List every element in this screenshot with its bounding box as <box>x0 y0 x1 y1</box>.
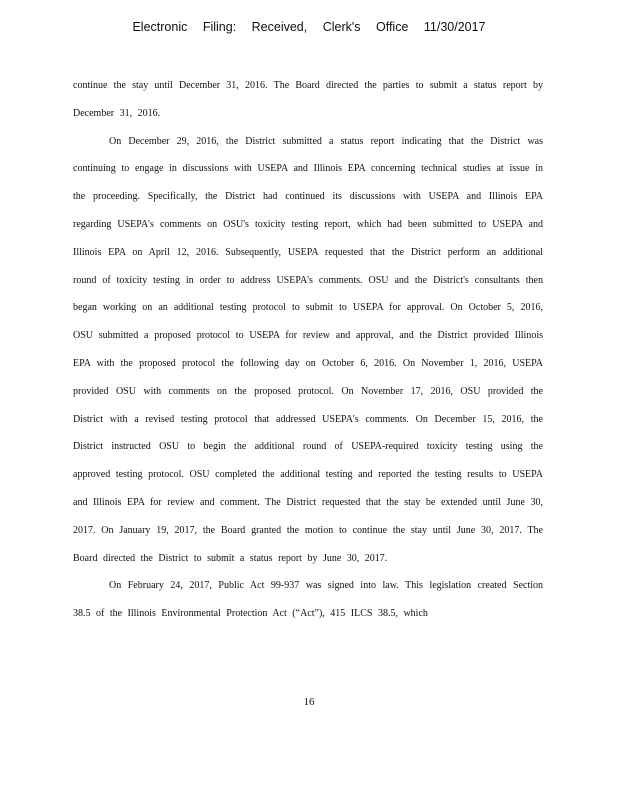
page-number: 16 <box>303 696 315 708</box>
paragraph-public-act: On February 24, 2017, Public Act 99-937 was signed into law. This legislation created Section 38.5 of the Illinois Environmental Protection Act (“Act”), 415 ILCS 38.5, which <box>73 580 543 620</box>
paragraph-status-report: On December 29, 2016, the District submitted a status report indicating that the District was continuing to engage in discussions with USEPA and Illinois EPA concerning technical studies at issue in the proceeding. Specifically, the District had continued its discussions with USEPA and Illinois EPA regarding USEPA's comments on OSU's toxicity testing report, which had been submitted to USEPA and Illinois EPA on April 12, 2016. Subsequently, USEPA requested that the District perform an additional round of toxicity testing in order to address USEPA's comments. OSU and the District's consultants then began working on an additional testing protocol to submit to USEPA for approval. On October 5, 2016, OSU submitted a proposed protocol to USEPA for review and approval, and the District provided Illinois EPA with the proposed protocol the following day on October 6, 2016. On November 1, 2016, USEPA provided OSU with comments on the proposed protocol. On November 17, 2016, OSU provided the District with a revised testing protocol that addressed USEPA's comments. On December 15, 2016, the District instructed OSU to begin the additional round of USEPA-required toxicity testing using the approved testing protocol. OSU completed the additional testing and reported the testing results to USEPA and Illinois EPA for review and comment. The District requested that the stay be extended until June 30, 2017. On January 19, 2017, the Board granted the motion to continue the stay until June 30, 2017. The Board directed the District to submit a status report by June 30, 2017. <box>73 135 543 564</box>
document-body <box>73 72 543 628</box>
paragraph-continuation: continue the stay until December 31, 2016. The Board directed the parties to submit a status report by December 31, 2016. <box>73 80 543 119</box>
filing-stamp-header: Electronic Filing: Received, Clerk's Office 11/30/2017 <box>132 20 486 34</box>
